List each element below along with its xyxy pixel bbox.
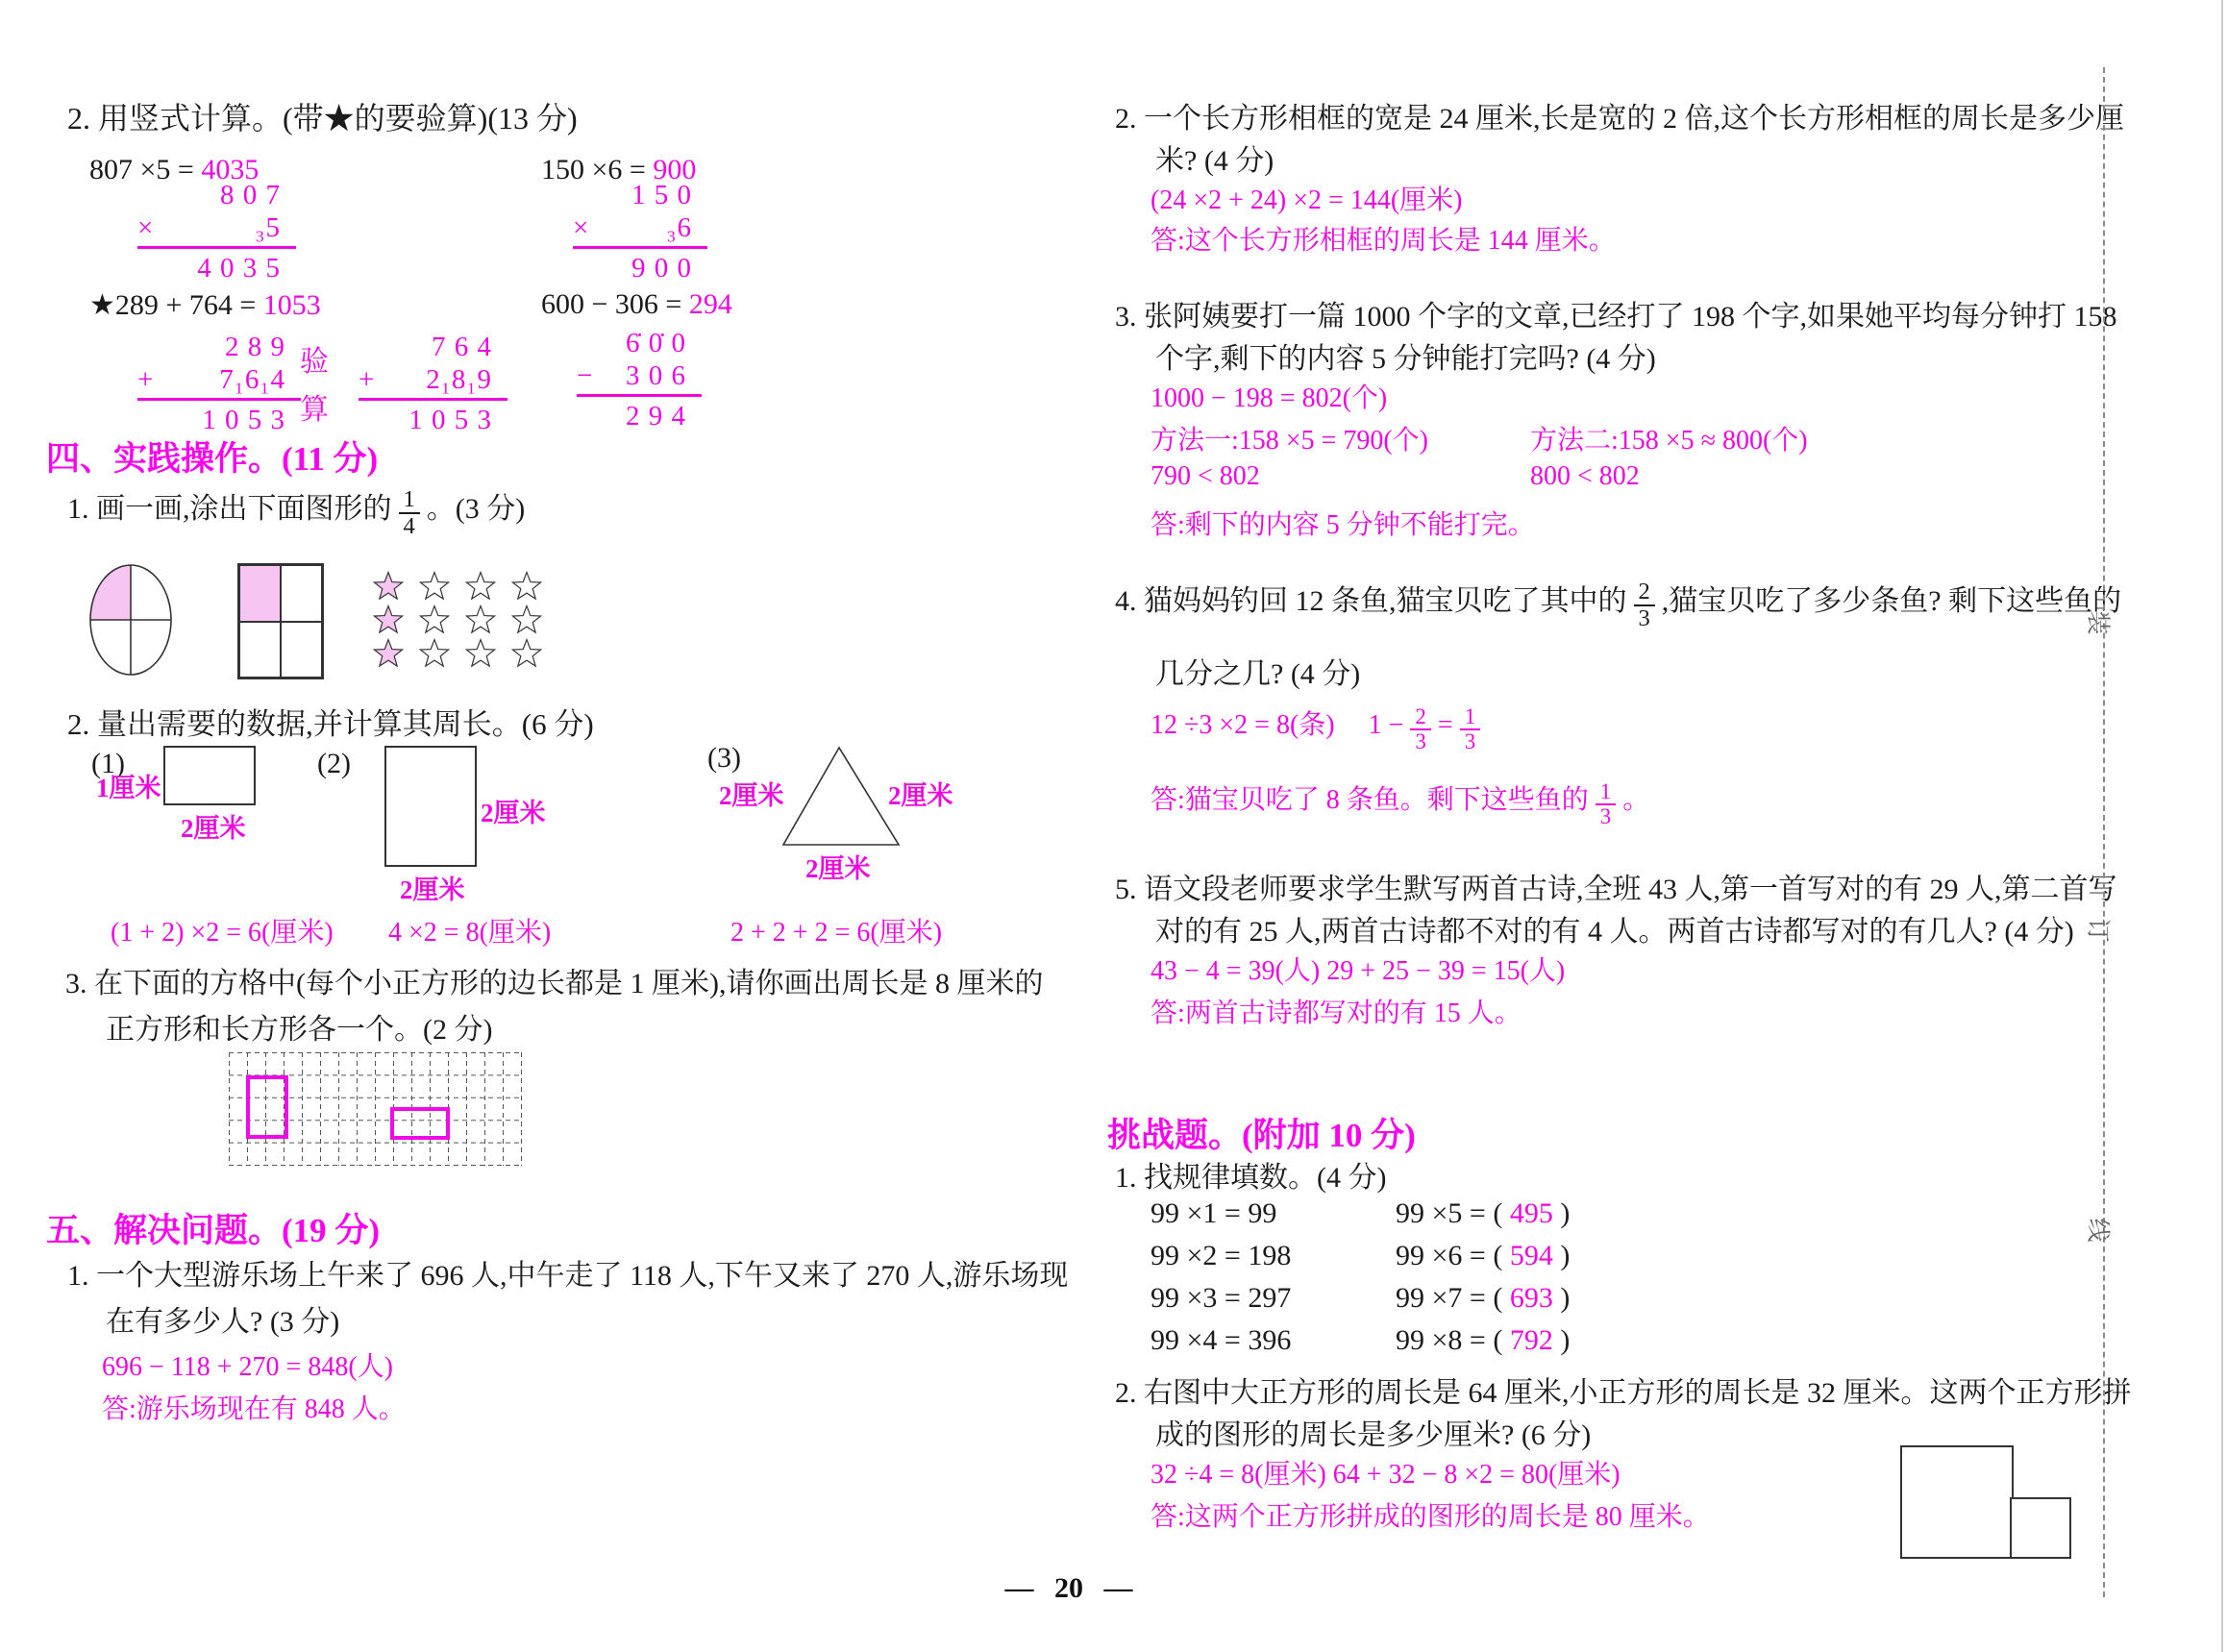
verify-char-2: 算 xyxy=(300,394,329,426)
fraction-numerator: 1 xyxy=(399,487,420,514)
problem-600minus306-question: 600 − 306 = xyxy=(541,288,682,320)
solve-q4-line1 xyxy=(1115,577,2121,631)
vcalc-result: 4 0 3 5 xyxy=(197,253,281,284)
solve-q4-answer xyxy=(1151,778,1649,828)
practice-q1-post: 。(3 分) xyxy=(426,493,526,525)
solve-q3-compare2: 800 < 802 xyxy=(1530,461,1640,491)
fraction-denominator: 4 xyxy=(403,513,415,539)
equals-sign: = xyxy=(1437,710,1453,740)
rectangle-side-label: 1厘米 xyxy=(96,774,161,802)
problem-289plus764-answer: 1053 xyxy=(262,289,321,321)
problem-807x5-answer: 4035 xyxy=(201,154,260,185)
pattern-row2-value: 594 xyxy=(1509,1240,1553,1271)
vcalc-result: 2 9 4 xyxy=(626,401,686,431)
vcalc-operator: + xyxy=(359,364,376,395)
vcalc-top: 2 8 9 xyxy=(225,332,285,362)
problem-600minus306 xyxy=(541,288,732,321)
solve-q5-work: 43 − 4 = 39(人) 29 + 25 − 39 = 15(人) xyxy=(1151,956,1566,986)
solve-q5-answer: 答:两首古诗都写对的有 15 人。 xyxy=(1151,999,1522,1028)
pattern-row3-rpre: 99 ×7 = ( xyxy=(1396,1282,1503,1314)
star-icon xyxy=(510,570,543,603)
fraction-denominator: 3 xyxy=(1415,729,1426,753)
vcalc-addend: 7₁6₁4 xyxy=(219,364,285,395)
solve-q4-mid: ,猫宝贝吃了多少条鱼? 剩下这些鱼的 xyxy=(1661,585,2122,617)
star-icon xyxy=(418,604,451,636)
verify-label xyxy=(298,338,331,434)
big-square-figure xyxy=(1900,1445,2014,1559)
pattern-row1-right xyxy=(1396,1197,1570,1230)
vcalc-rule xyxy=(137,246,296,249)
section5-title: 五、解决问题。(19 分) xyxy=(46,1212,381,1249)
square-bottom-label: 2厘米 xyxy=(400,875,465,904)
pattern-row4-rpre: 99 ×8 = ( xyxy=(1396,1324,1503,1356)
star-icon-shaded xyxy=(372,604,405,636)
pattern-row4-value: 792 xyxy=(1509,1324,1553,1356)
verify-char-1: 验 xyxy=(300,346,329,378)
pattern-row1-rpre: 99 ×5 = ( xyxy=(1396,1197,1503,1229)
binding-char-xian: 线 xyxy=(2084,1218,2111,1243)
star-icon-shaded xyxy=(372,570,405,603)
perimeter-answer-2: 4 ×2 = 8(厘米) xyxy=(388,918,552,948)
pattern-row2-rpre: 99 ×6 = ( xyxy=(1396,1240,1503,1271)
fraction-numerator: 1 xyxy=(1460,705,1480,730)
square-cell xyxy=(239,622,281,678)
solve-q4-answer-pre: 答:猫宝贝吃了 8 条鱼。剩下这些鱼的 xyxy=(1151,785,1589,815)
star-icon xyxy=(418,637,451,670)
fraction-denominator: 3 xyxy=(1638,605,1650,631)
page-number-dash-right: — xyxy=(1103,1572,1133,1604)
solve-q4-line2: 几分之几? (4 分) xyxy=(1155,658,1361,690)
square-quarter-figure xyxy=(237,563,324,679)
challenge-title: 挑战题。(附加 10 分) xyxy=(1107,1117,1416,1154)
problem-807x5-question: 807 ×5 = xyxy=(89,154,194,185)
binding-char-ding: 订 xyxy=(2084,918,2111,943)
practice-q1-pre: 1. 画一画,涂出下面图形的 xyxy=(67,493,392,525)
solve-q3-line2: 个字,剩下的内容 5 分钟能打完吗? (4 分) xyxy=(1155,343,1656,375)
vcalc-operator: + xyxy=(137,364,155,395)
problem-289plus764-question: ★289 + 764 = xyxy=(89,289,257,321)
item1-label: (1) xyxy=(91,748,125,779)
vcalc-rule xyxy=(577,394,702,397)
page-scan-edge xyxy=(2221,0,2223,1652)
challenge-q2-answer: 答:这两个正方形拼成的图形的周长是 80 厘米。 xyxy=(1151,1502,1710,1532)
problem-150x6-answer: 900 xyxy=(653,154,697,185)
left-column xyxy=(46,85,1075,1459)
pattern-row2-right xyxy=(1396,1240,1570,1272)
solve-q4-answer-post: 。 xyxy=(1622,785,1650,815)
solve-q3-work: 1000 − 198 = 802(个) xyxy=(1151,383,1388,413)
practice-q3-line1: 3. 在下面的方格中(每个小正方形的边长都是 1 厘米),请你画出周长是 8 厘米的 xyxy=(65,968,1044,999)
solve-q3-line1: 3. 张阿姨要打一篇 1000 个字的文章,已经打了 198 个字,如果她平均每分钟打 158 xyxy=(1115,301,2117,333)
section4-title: 四、实践操作。(11 分) xyxy=(46,440,379,478)
square-figure xyxy=(384,746,477,867)
stars-quarter-figure xyxy=(372,570,545,671)
page-number xyxy=(982,1572,1155,1605)
rectangle-figure xyxy=(163,746,256,805)
solve-q5-line2: 对的有 25 人,两首古诗都不对的有 4 人。两首古诗都写对的有几人? (4 分) xyxy=(1155,916,2074,948)
challenge-q2-line1: 2. 右图中大正方形的周长是 64 厘米,小正方形的周长是 32 厘米。这两个正方形拼 xyxy=(1115,1377,2132,1409)
vertical-calc-600minus306 xyxy=(577,327,702,432)
solve-q3-compare1: 790 < 802 xyxy=(1151,461,1260,491)
drawn-rectangle xyxy=(392,1109,448,1138)
challenge-q1-title: 1. 找规律填数。(4 分) xyxy=(1115,1162,1387,1194)
problem-600minus306-answer: 294 xyxy=(688,288,732,320)
practice-q3-line2: 正方形和长方形各一个。(2 分) xyxy=(106,1014,493,1046)
circle-quarter-figure xyxy=(88,562,173,678)
perimeter-answer-1: (1 + 2) ×2 = 6(厘米) xyxy=(111,918,334,948)
vertical-calc-764plus289 xyxy=(359,331,507,436)
star-icon xyxy=(418,570,451,603)
pattern-row1-value: 495 xyxy=(1509,1197,1553,1229)
vcalc-result: 9 0 0 xyxy=(631,253,692,284)
vcalc-rule xyxy=(573,246,707,249)
solve-q2-answer: 答:这个长方形相框的周长是 144 厘米。 xyxy=(1151,226,1616,256)
solve-q4-work1: 12 ÷3 ×2 = 8(条) xyxy=(1151,710,1335,740)
problem-150x6-question: 150 ×6 = xyxy=(541,154,646,185)
vertical-calc-289plus764 xyxy=(137,331,301,436)
vertical-calc-150x6 xyxy=(573,179,707,284)
vcalc-operator: × xyxy=(573,212,590,243)
square-cell-shaded xyxy=(239,565,281,622)
vcalc-multiplier: ₃6 xyxy=(666,212,692,243)
fraction-numerator: 2 xyxy=(1634,579,1655,606)
drawn-square xyxy=(248,1077,286,1137)
solve-q4-work xyxy=(1151,703,1487,753)
vcalc-subtrahend: 3 0 6 xyxy=(626,360,686,391)
fraction-denominator: 3 xyxy=(1599,804,1612,828)
pattern-row2-rpost: ) xyxy=(1560,1240,1571,1271)
pattern-row3-left: 99 ×3 = 297 xyxy=(1151,1282,1292,1314)
item3-label: (3) xyxy=(707,742,741,774)
grid-figure xyxy=(229,1052,523,1168)
vcalc-rule xyxy=(359,398,507,401)
vcalc-result: 1 0 5 3 xyxy=(408,405,492,435)
vcalc-operator: − xyxy=(577,360,594,391)
fraction-numerator: 1 xyxy=(1596,780,1616,805)
solve-q1-line1: 1. 一个大型游乐场上午来了 696 人,中午走了 118 人,下午又来了 270 人,游乐场现 xyxy=(67,1260,1069,1292)
right-column xyxy=(1107,85,2132,1584)
vcalc-multiplier: ₃5 xyxy=(255,212,281,243)
fraction-one-quarter xyxy=(399,487,420,539)
section2-title: 2. 用竖式计算。(带★的要验算)(13 分) xyxy=(67,101,578,136)
fraction-one-third xyxy=(1596,780,1616,828)
solve-q2-line1: 2. 一个长方形相框的宽是 24 厘米,长是宽的 2 倍,这个长方形相框的周长是多少厘 xyxy=(1115,103,2124,135)
solve-q3-method2: 方法二:158 ×5 ≈ 800(个) xyxy=(1530,426,1808,456)
star-icon xyxy=(464,637,497,670)
fraction-numerator: 2 xyxy=(1410,705,1430,730)
page-number-dash-left: — xyxy=(1004,1572,1034,1604)
solve-q3-method1: 方法一:158 ×5 = 790(个) xyxy=(1151,426,1429,456)
star-icon-shaded xyxy=(372,637,405,670)
triangle-right-label: 2厘米 xyxy=(888,781,953,810)
solve-q4-work2-pre: 1 − xyxy=(1368,710,1404,740)
square-cell xyxy=(281,622,322,678)
perimeter-answer-3: 2 + 2 + 2 = 6(厘米) xyxy=(730,918,943,948)
binding-char-zhuang: 装 xyxy=(2084,610,2111,635)
practice-q2-title: 2. 量出需要的数据,并计算其周长。(6 分) xyxy=(67,707,594,741)
vertical-calc-807x5 xyxy=(137,179,296,284)
problem-289plus764 xyxy=(89,288,321,322)
solve-q1-answer: 答:游乐场现在有 848 人。 xyxy=(102,1394,406,1424)
star-icon xyxy=(464,604,497,636)
square-side-label: 2厘米 xyxy=(481,799,546,827)
star-icon xyxy=(464,570,497,603)
vcalc-top: 1 5 0 xyxy=(631,180,692,210)
triangle-bottom-label: 2厘米 xyxy=(805,854,871,883)
rectangle-bottom-label: 2厘米 xyxy=(181,814,246,843)
pattern-row3-value: 693 xyxy=(1509,1282,1553,1314)
binding-dashed-line xyxy=(2103,67,2105,1597)
solve-q1-work: 696 − 118 + 270 = 848(人) xyxy=(102,1352,393,1382)
pattern-row1-left: 99 ×1 = 99 xyxy=(1151,1197,1277,1229)
item2-label: (2) xyxy=(317,748,351,779)
vcalc-operator: × xyxy=(137,212,155,243)
fraction-two-thirds xyxy=(1410,705,1430,753)
pattern-row2-left: 99 ×2 = 198 xyxy=(1151,1240,1292,1271)
small-square-figure xyxy=(2010,1497,2071,1559)
vcalc-top: 8 0 7 xyxy=(220,180,281,210)
triangle-left-label: 2厘米 xyxy=(719,781,784,810)
fraction-two-thirds xyxy=(1634,579,1655,631)
vcalc-top: 7 6 4 xyxy=(432,332,492,362)
solve-q3-answer: 答:剩下的内容 5 分钟不能打完。 xyxy=(1151,510,1535,540)
solve-q2-work: (24 ×2 + 24) ×2 = 144(厘米) xyxy=(1151,185,1463,215)
perimeter-figures xyxy=(46,742,1065,957)
vcalc-addend: 2₁8₁9 xyxy=(426,364,492,395)
page-number-value: 20 xyxy=(1054,1572,1083,1604)
fraction-denominator: 3 xyxy=(1464,729,1476,753)
vcalc-top: 6̇ 0̇ 0 xyxy=(626,328,686,358)
square-cell xyxy=(281,565,322,622)
star-icon xyxy=(510,637,543,670)
solve-q1-line2: 在有多少人? (3 分) xyxy=(106,1306,340,1338)
challenge-q2-line2: 成的图形的周长是多少厘米? (6 分) xyxy=(1155,1419,1592,1451)
triangle-figure xyxy=(779,744,903,850)
pattern-row4-right xyxy=(1396,1324,1570,1357)
practice-q1-text xyxy=(67,484,525,539)
solve-q2-line2: 米? (4 分) xyxy=(1155,145,1274,177)
pattern-row3-right xyxy=(1396,1282,1570,1315)
pattern-row3-rpost: ) xyxy=(1560,1282,1571,1314)
challenge-q2-work: 32 ÷4 = 8(厘米) 64 + 32 − 8 ×2 = 80(厘米) xyxy=(1151,1460,1621,1490)
vcalc-rule xyxy=(137,398,301,401)
pattern-row1-rpost: ) xyxy=(1560,1197,1571,1229)
vcalc-result: 1 0 5 3 xyxy=(202,405,285,435)
solve-q5-line1: 5. 语文段老师要求学生默写两首古诗,全班 43 人,第一首写对的有 29 人,第二首写 xyxy=(1115,874,2117,905)
pattern-row4-rpost: ) xyxy=(1560,1324,1571,1356)
pattern-row4-left: 99 ×4 = 396 xyxy=(1151,1324,1292,1356)
star-icon xyxy=(510,604,543,636)
fraction-one-third xyxy=(1460,705,1480,753)
solve-q4-pre: 4. 猫妈妈钓回 12 条鱼,猫宝贝吃了其中的 xyxy=(1115,585,1627,617)
grid-vertical-lines xyxy=(230,1052,522,1166)
